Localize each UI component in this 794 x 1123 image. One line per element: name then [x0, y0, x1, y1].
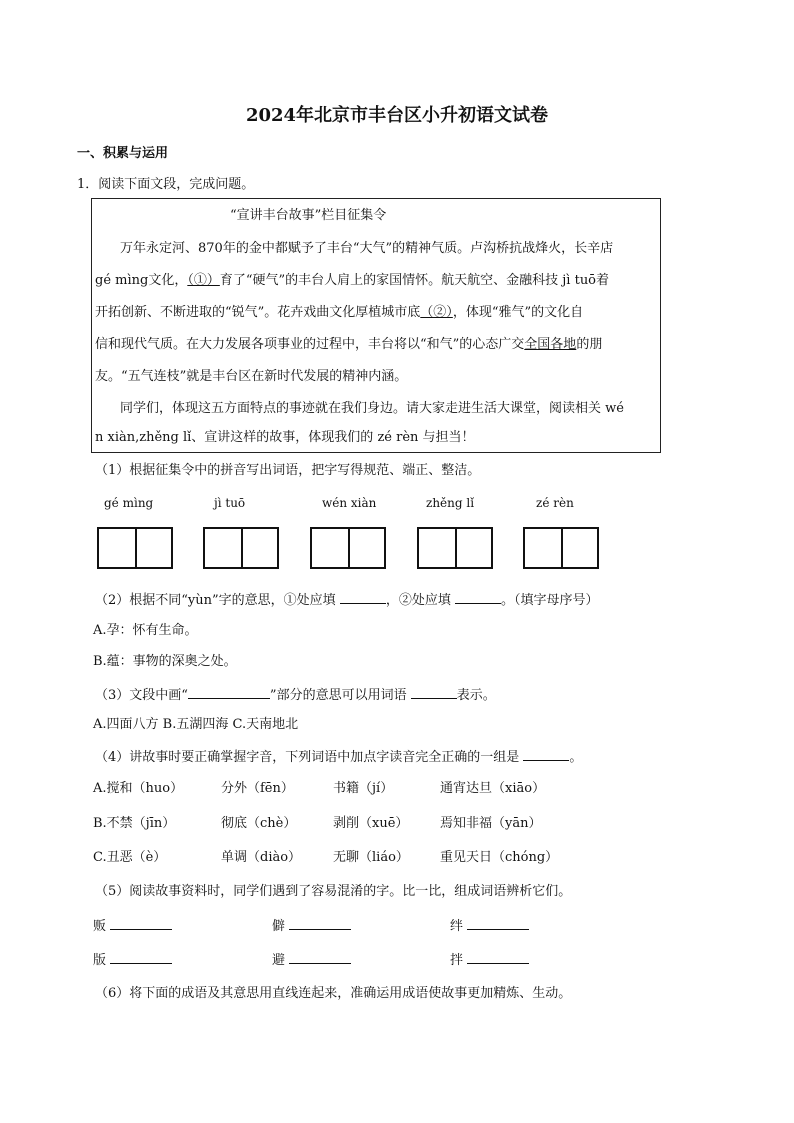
answer-blank[interactable] [110, 951, 172, 964]
writing-grid[interactable] [97, 527, 173, 569]
pronunciation-option: 书籍（jí） [333, 781, 394, 796]
underlined-phrase: 全国各地 [524, 337, 577, 352]
passage-line: 万年永定河、870年的金中都赋予了丰台“大气”的精神气质。卢沟桥抗战烽火，长辛店 [120, 241, 614, 256]
answer-blank[interactable] [523, 748, 569, 761]
answer-blank[interactable] [289, 917, 351, 930]
pinyin-label: wén xiàn [322, 496, 377, 510]
passage-line: gé mìng文化，（①）育了“硬气”的丰台人肩上的家国情怀。航天航空、金融科技 jì tuō着 [95, 273, 610, 288]
char-compare: 绊 [450, 917, 529, 935]
writing-grid[interactable] [203, 527, 279, 569]
subquestion-4: （4）讲故事时要正确掌握字音，下列词语中加点字读音完全正确的一组是 。 [95, 750, 583, 765]
pronunciation-option: C.丑恶（è） [93, 850, 167, 865]
pronunciation-option: 彻底（chè） [221, 816, 297, 831]
passage-line: 开拓创新、不断进取的“锐气”。花卉戏曲文化厚植城市底（②），体现“雅气”的文化自 [95, 305, 584, 320]
passage-line: 友。“五气连枝”就是丰台区在新时代发展的精神内涵。 [95, 369, 408, 384]
writing-grid[interactable] [523, 527, 599, 569]
char-compare: 贩 [93, 917, 172, 935]
char-compare: 拌 [450, 951, 529, 969]
question-stem: 1．阅读下面文段，完成问题。 [77, 177, 255, 192]
pronunciation-option: 单调（diào） [221, 850, 302, 865]
answer-blank[interactable] [467, 917, 529, 930]
answer-blank[interactable] [340, 591, 386, 604]
section-heading: 一、积累与运用 [77, 146, 169, 161]
answer-blank[interactable] [467, 951, 529, 964]
passage-line: 同学们，体现这五方面特点的事迹就在我们身边。请大家走进生活大课堂，阅读相关 wé [120, 401, 624, 416]
pronunciation-option: 焉知非福（yān） [440, 816, 542, 831]
subquestion-2: （2）根据不同“yùn”字的意思，①处应填 ，②处应填 。（填字母序号） [95, 593, 599, 608]
option: B.蕴：事物的深奥之处。 [93, 654, 237, 669]
passage-heading: “宣讲丰台故事”栏目征集令 [230, 208, 387, 223]
pinyin-label: zé rèn [536, 496, 574, 510]
char-compare: 版 [93, 951, 172, 969]
pronunciation-option: 无聊（liáo） [333, 850, 409, 865]
subquestion-1: （1）根据征集令中的拼音写出词语，把字写得规范、端正、整洁。 [95, 463, 481, 478]
answer-blank[interactable] [455, 591, 501, 604]
writing-grid[interactable] [310, 527, 386, 569]
pinyin-label: jì tuō [214, 496, 246, 510]
pronunciation-option: 重见天日（chóng） [440, 850, 559, 865]
char-compare: 避 [272, 951, 351, 969]
pronunciation-option: B.不禁（jīn） [93, 816, 176, 831]
subquestion-5: （5）阅读故事资料时，同学们遇到了容易混淆的字。比一比，组成词语辨析它们。 [95, 884, 572, 899]
pronunciation-option: A.搅和（huo） [93, 781, 184, 796]
option: A.四面八方 B.五湖四海 C.天南地北 [93, 717, 299, 732]
page-title: 2024年北京市丰台区小升初语文试卷 [245, 105, 549, 126]
option: A.孕：怀有生命。 [93, 623, 198, 638]
subquestion-6: （6）将下面的成语及其意思用直线连起来，准确运用成语使故事更加精炼、生动。 [95, 986, 572, 1001]
pronunciation-option: 分外（fēn） [221, 781, 294, 796]
passage-line: 信和现代气质。在大力发展各项事业的过程中，丰台将以“和气”的心态广交全国各地的朋 [95, 337, 603, 352]
char-compare: 僻 [272, 917, 351, 935]
pinyin-label: gé mìng [104, 496, 154, 510]
blank-1-marker: （①） [187, 273, 220, 288]
blank-2-marker: （②） [420, 305, 453, 320]
answer-blank[interactable] [289, 951, 351, 964]
pinyin-label: zhěng lǐ [426, 496, 475, 510]
pronunciation-option: 剥削（xuē） [333, 816, 409, 831]
answer-blank[interactable] [411, 686, 457, 699]
answer-blank[interactable] [110, 917, 172, 930]
subquestion-3: （3）文段中画“ ”部分的意思可以用词语 表示。 [95, 688, 496, 703]
writing-grid[interactable] [417, 527, 493, 569]
passage-line: n xiàn,zhěng lǐ、宣讲这样的故事，体现我们的 zé rèn 与担当！ [95, 430, 475, 445]
pronunciation-option: 通宵达旦（xiāo） [440, 781, 546, 796]
